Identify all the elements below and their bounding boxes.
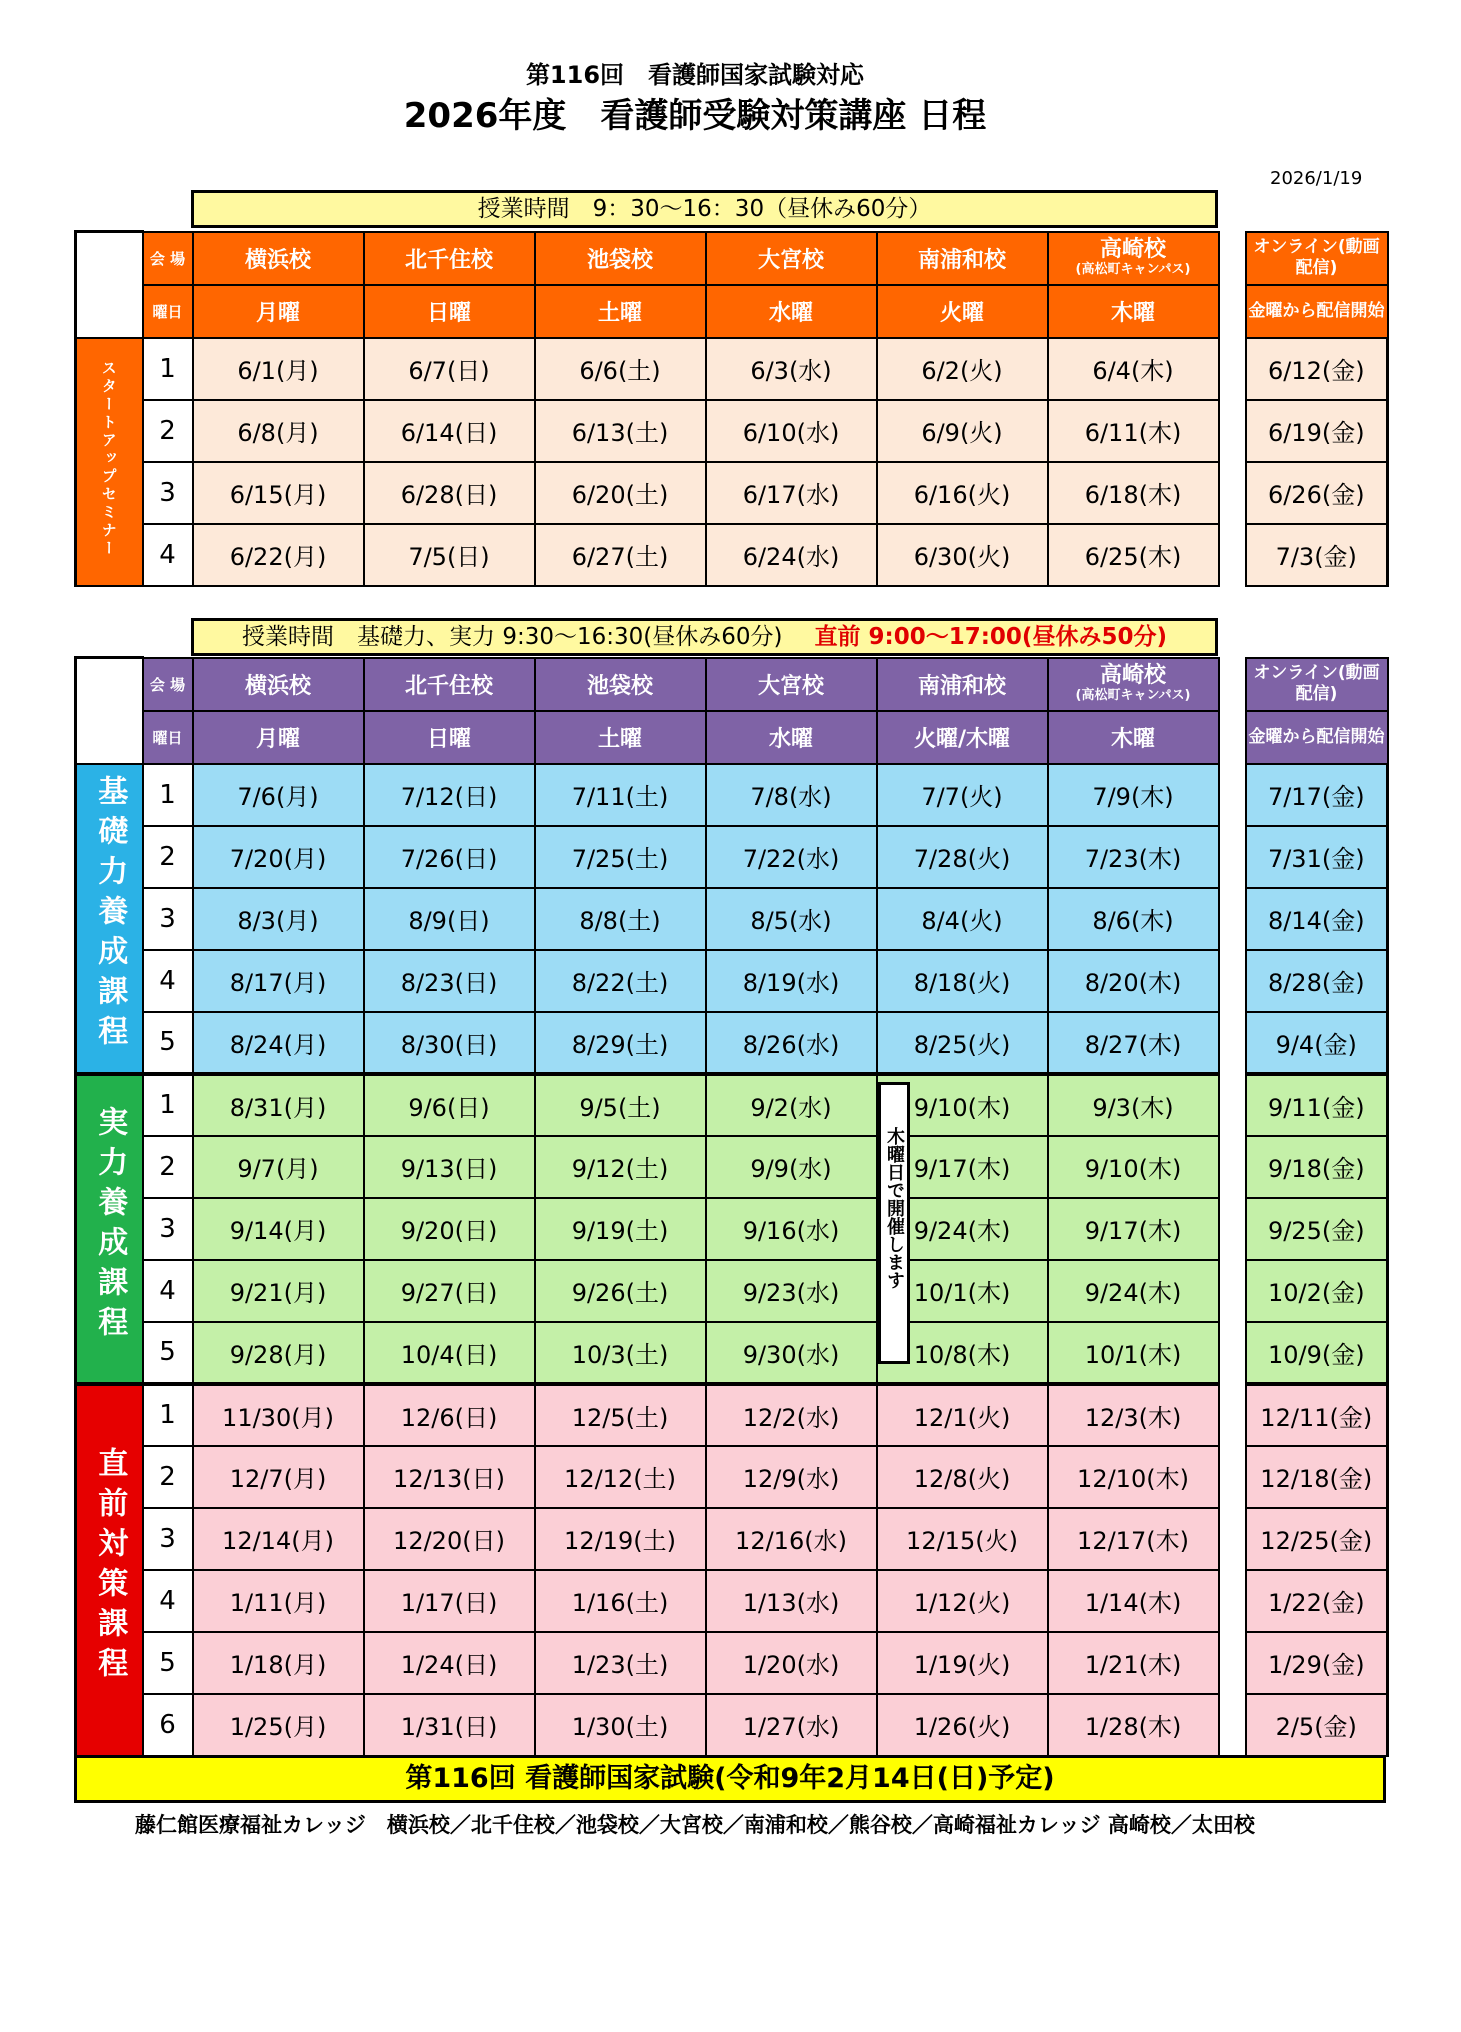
schedule-row — [76, 338, 1388, 400]
school-name-text: 南浦和校 — [917, 673, 1006, 699]
course-schedule-table — [74, 656, 1389, 1757]
session-date: 1/19(火) — [877, 1632, 1048, 1694]
session-date: 7/23(木) — [1048, 826, 1219, 888]
online-date: 7/31(金) — [1246, 826, 1388, 888]
schedule-row — [76, 1570, 1388, 1632]
schedule-row — [76, 462, 1388, 524]
session-date: 8/25(火) — [877, 1012, 1048, 1074]
session-date: 12/7(月) — [193, 1446, 364, 1508]
session-date: 6/17(水) — [706, 462, 877, 524]
session-date: 12/1(火) — [877, 1384, 1048, 1446]
session-date: 12/10(木) — [1048, 1446, 1219, 1508]
session-number: 4 — [143, 1570, 193, 1632]
school-name-text: 池袋校 — [586, 673, 653, 699]
school-name-4 — [706, 658, 877, 711]
online-weekday: 金曜から配信開始 — [1246, 711, 1388, 764]
school-name-text: 高崎校 — [1099, 663, 1166, 688]
session-date: 12/15(火) — [877, 1508, 1048, 1570]
session-date: 6/4(木) — [1048, 338, 1219, 400]
session-date: 9/30(水) — [706, 1322, 877, 1384]
school-name-1 — [193, 658, 364, 711]
session-date: 1/23(土) — [535, 1632, 706, 1694]
session-date: 6/9(火) — [877, 400, 1048, 462]
school-weekday-6: 木曜 — [1048, 711, 1219, 764]
session-date: 10/8(木) — [877, 1322, 1048, 1384]
session-date: 6/30(火) — [877, 524, 1048, 586]
gap-cell — [1219, 1384, 1246, 1446]
session-date: 1/18(月) — [193, 1632, 364, 1694]
session-number: 4 — [143, 1260, 193, 1322]
gap-cell — [1219, 232, 1246, 338]
session-date: 7/6(月) — [193, 764, 364, 826]
gap-cell — [1219, 1446, 1246, 1508]
gap-cell — [1219, 1012, 1246, 1074]
schedule-row — [76, 1446, 1388, 1508]
weekday-label: 曜日 — [143, 285, 193, 338]
session-date: 8/9(日) — [364, 888, 535, 950]
schedule-row — [76, 826, 1388, 888]
session-date: 9/19(土) — [535, 1198, 706, 1260]
startup-seminar-label-text: スタートアップセミナー — [99, 359, 118, 558]
session-number: 4 — [143, 950, 193, 1012]
session-date: 9/16(水) — [706, 1198, 877, 1260]
online-date: 12/11(金) — [1246, 1384, 1388, 1446]
session-date: 7/5(日) — [364, 524, 535, 586]
session-date: 9/24(木) — [877, 1198, 1048, 1260]
basic-course-label — [76, 764, 143, 1074]
school-weekday-5: 火曜 — [877, 285, 1048, 338]
school-weekday-6: 木曜 — [1048, 285, 1219, 338]
startup-seminar-label — [76, 338, 143, 586]
gap-cell — [1219, 826, 1246, 888]
gap-cell — [1219, 764, 1246, 826]
venue-label: 会 場 — [143, 232, 193, 285]
schedule-row — [76, 400, 1388, 462]
online-date: 8/14(金) — [1246, 888, 1388, 950]
school-weekday-3: 土曜 — [535, 711, 706, 764]
corner-cell — [76, 658, 143, 764]
session-date: 8/31(月) — [193, 1074, 364, 1136]
schedule-row — [76, 1322, 1388, 1384]
gap-cell — [1219, 1074, 1246, 1136]
session-date: 9/3(木) — [1048, 1074, 1219, 1136]
session-date: 12/20(日) — [364, 1508, 535, 1570]
session-date: 10/3(土) — [535, 1322, 706, 1384]
session-date: 7/20(月) — [193, 826, 364, 888]
school-name-3 — [535, 658, 706, 711]
online-header: オンライン(動画配信) — [1246, 658, 1388, 711]
footer-school-list: 藤仁館医療福祉カレッジ 横浜校／北千住校／池袋校／大宮校／南浦和校／熊谷校／高崎福祉カレッジ 高崎校／太田校 — [135, 1813, 1255, 1837]
school-name-text: 横浜校 — [244, 673, 311, 699]
session-date: 6/2(火) — [877, 338, 1048, 400]
online-date: 7/17(金) — [1246, 764, 1388, 826]
session-number: 5 — [143, 1322, 193, 1384]
school-name-2 — [364, 232, 535, 285]
skill-course-label — [76, 1074, 143, 1384]
session-date: 9/17(木) — [877, 1136, 1048, 1198]
session-number: 1 — [143, 1384, 193, 1446]
skill-course-label-text: 実力養成課程 — [92, 1105, 128, 1346]
school-weekday-2: 日曜 — [364, 285, 535, 338]
school-weekday-3: 土曜 — [535, 285, 706, 338]
session-date: 8/19(水) — [706, 950, 877, 1012]
page-title: 2026年度 看護師受験対策講座 日程 — [403, 96, 987, 136]
school-name-text: 北千住校 — [404, 673, 493, 699]
session-date: 6/22(月) — [193, 524, 364, 586]
session-date: 7/25(土) — [535, 826, 706, 888]
session-date: 12/2(水) — [706, 1384, 877, 1446]
schedule-row — [76, 1074, 1388, 1136]
session-date: 8/27(木) — [1048, 1012, 1219, 1074]
session-date: 8/18(火) — [877, 950, 1048, 1012]
school-campus-note: (高松町キャンパス) — [1075, 262, 1191, 277]
session-date: 7/12(日) — [364, 764, 535, 826]
session-date: 6/27(土) — [535, 524, 706, 586]
online-date: 6/19(金) — [1246, 400, 1388, 462]
session-date: 9/2(水) — [706, 1074, 877, 1136]
session-date: 8/29(土) — [535, 1012, 706, 1074]
school-name-4 — [706, 232, 877, 285]
session-date: 12/17(木) — [1048, 1508, 1219, 1570]
session-date: 8/22(土) — [535, 950, 706, 1012]
session-date: 7/9(木) — [1048, 764, 1219, 826]
session-date: 1/17(日) — [364, 1570, 535, 1632]
school-name-5 — [877, 658, 1048, 711]
online-date: 6/26(金) — [1246, 462, 1388, 524]
session-date: 6/18(木) — [1048, 462, 1219, 524]
session-date: 6/14(日) — [364, 400, 535, 462]
gap-cell — [1219, 524, 1246, 586]
title-exam-edition: 第116回 看護師国家試験対応 — [525, 61, 865, 89]
session-date: 12/9(水) — [706, 1446, 877, 1508]
online-date: 10/2(金) — [1246, 1260, 1388, 1322]
session-date: 6/15(月) — [193, 462, 364, 524]
session-date: 12/16(水) — [706, 1508, 877, 1570]
session-date: 6/11(木) — [1048, 400, 1219, 462]
school-name-text: 大宮校 — [757, 247, 824, 273]
venue-label: 会 場 — [143, 658, 193, 711]
school-name-text: 高崎校 — [1099, 237, 1166, 262]
school-name-6 — [1048, 232, 1219, 285]
session-date: 10/4(日) — [364, 1322, 535, 1384]
session-date: 8/8(土) — [535, 888, 706, 950]
session-date: 1/25(月) — [193, 1694, 364, 1756]
session-date: 8/23(日) — [364, 950, 535, 1012]
session-number: 2 — [143, 1446, 193, 1508]
schedule-row — [76, 1012, 1388, 1074]
gap-cell — [1219, 658, 1246, 764]
school-weekday-5: 火曜/木曜 — [877, 711, 1048, 764]
session-number: 3 — [143, 1508, 193, 1570]
schedule-row — [76, 1198, 1388, 1260]
gap-cell — [1219, 1508, 1246, 1570]
session-date: 12/13(日) — [364, 1446, 535, 1508]
session-number: 3 — [143, 1198, 193, 1260]
session-date: 6/7(日) — [364, 338, 535, 400]
school-name-1 — [193, 232, 364, 285]
gap-cell — [1219, 1198, 1246, 1260]
online-date: 1/22(金) — [1246, 1570, 1388, 1632]
session-date: 6/10(水) — [706, 400, 877, 462]
session-date: 1/20(水) — [706, 1632, 877, 1694]
final-course-label — [76, 1384, 143, 1756]
schedule-row — [76, 1632, 1388, 1694]
school-name-text: 横浜校 — [244, 247, 311, 273]
session-date: 12/8(火) — [877, 1446, 1048, 1508]
session-date: 9/10(木) — [877, 1074, 1048, 1136]
online-date: 7/3(金) — [1246, 524, 1388, 586]
schedule-row — [76, 888, 1388, 950]
gap-cell — [1219, 1632, 1246, 1694]
session-date: 8/4(火) — [877, 888, 1048, 950]
school-name-text: 大宮校 — [757, 673, 824, 699]
thursday-notice-text: 木曜日で開催します — [884, 1127, 905, 1289]
session-date: 7/11(土) — [535, 764, 706, 826]
session-date: 9/6(日) — [364, 1074, 535, 1136]
school-name-6 — [1048, 658, 1219, 711]
section2-time-bar — [191, 618, 1218, 656]
session-date: 6/24(水) — [706, 524, 877, 586]
online-date: 9/18(金) — [1246, 1136, 1388, 1198]
basic-course-label-text: 基礎力養成課程 — [92, 775, 128, 1055]
session-date: 12/3(木) — [1048, 1384, 1219, 1446]
national-exam-banner: 第116回 看護師国家試験(令和9年2月14日(日)予定) — [74, 1755, 1386, 1803]
session-date: 6/3(水) — [706, 338, 877, 400]
session-date: 9/24(木) — [1048, 1260, 1219, 1322]
session-number: 2 — [143, 826, 193, 888]
header-row-school — [76, 232, 1388, 285]
weekday-label: 曜日 — [143, 711, 193, 764]
gap-cell — [1219, 1260, 1246, 1322]
header-row-day — [76, 285, 1388, 338]
final-course-label-text: 直前対策課程 — [92, 1447, 128, 1687]
schedule-row — [76, 524, 1388, 586]
online-date: 1/29(金) — [1246, 1632, 1388, 1694]
session-date: 9/27(日) — [364, 1260, 535, 1322]
school-weekday-2: 日曜 — [364, 711, 535, 764]
online-date: 8/28(金) — [1246, 950, 1388, 1012]
session-date: 12/12(土) — [535, 1446, 706, 1508]
gap-cell — [1219, 400, 1246, 462]
section2-time-bar-final: 直前 9:00〜17:00(昼休み50分) — [814, 624, 1167, 650]
school-name-2 — [364, 658, 535, 711]
session-date: 12/5(土) — [535, 1384, 706, 1446]
session-date: 9/12(土) — [535, 1136, 706, 1198]
thursday-notice — [878, 1082, 910, 1364]
session-date: 6/28(日) — [364, 462, 535, 524]
session-number: 3 — [143, 888, 193, 950]
online-date: 9/25(金) — [1246, 1198, 1388, 1260]
school-weekday-1: 月曜 — [193, 711, 364, 764]
gap-cell — [1219, 338, 1246, 400]
schedule-row — [76, 1136, 1388, 1198]
session-date: 9/5(土) — [535, 1074, 706, 1136]
online-date: 12/25(金) — [1246, 1508, 1388, 1570]
schedule-row — [76, 1694, 1388, 1756]
section1-time-bar: 授業時間 9：30〜16：30（昼休み60分） — [191, 190, 1218, 228]
session-date: 9/13(日) — [364, 1136, 535, 1198]
session-date: 8/26(水) — [706, 1012, 877, 1074]
school-weekday-1: 月曜 — [193, 285, 364, 338]
session-number: 1 — [143, 338, 193, 400]
school-weekday-4: 水曜 — [706, 711, 877, 764]
session-date: 8/20(木) — [1048, 950, 1219, 1012]
online-header: オンライン(動画配信) — [1246, 232, 1388, 285]
session-date: 1/26(火) — [877, 1694, 1048, 1756]
session-date: 9/26(土) — [535, 1260, 706, 1322]
session-date: 6/20(土) — [535, 462, 706, 524]
session-date: 12/14(月) — [193, 1508, 364, 1570]
session-date: 7/28(火) — [877, 826, 1048, 888]
session-date: 9/14(月) — [193, 1198, 364, 1260]
school-name-text: 南浦和校 — [917, 247, 1006, 273]
startup-seminar-schedule-table — [74, 230, 1389, 587]
header-row-day — [76, 711, 1388, 764]
session-date: 6/8(月) — [193, 400, 364, 462]
school-name-text: 北千住校 — [404, 247, 493, 273]
school-weekday-4: 水曜 — [706, 285, 877, 338]
online-date: 9/11(金) — [1246, 1074, 1388, 1136]
schedule-row — [76, 950, 1388, 1012]
session-number: 5 — [143, 1012, 193, 1074]
session-date: 8/17(月) — [193, 950, 364, 1012]
session-date: 1/31(日) — [364, 1694, 535, 1756]
gap-cell — [1219, 1136, 1246, 1198]
corner-cell — [76, 232, 143, 338]
online-weekday: 金曜から配信開始 — [1246, 285, 1388, 338]
session-date: 7/7(火) — [877, 764, 1048, 826]
session-date: 7/8(水) — [706, 764, 877, 826]
session-date: 1/30(土) — [535, 1694, 706, 1756]
session-number: 1 — [143, 764, 193, 826]
session-number: 5 — [143, 1632, 193, 1694]
session-date: 6/25(木) — [1048, 524, 1219, 586]
online-date: 6/12(金) — [1246, 338, 1388, 400]
school-campus-note: (高松町キャンパス) — [1075, 688, 1191, 703]
session-number: 6 — [143, 1694, 193, 1756]
session-date: 7/22(水) — [706, 826, 877, 888]
schedule-row — [76, 1384, 1388, 1446]
session-date: 12/6(日) — [364, 1384, 535, 1446]
session-number: 1 — [143, 1074, 193, 1136]
schedule-row — [76, 764, 1388, 826]
session-date: 1/13(水) — [706, 1570, 877, 1632]
session-date: 9/21(月) — [193, 1260, 364, 1322]
session-date: 11/30(月) — [193, 1384, 364, 1446]
session-date: 10/1(木) — [1048, 1322, 1219, 1384]
session-date: 1/12(火) — [877, 1570, 1048, 1632]
session-date: 7/26(日) — [364, 826, 535, 888]
session-date: 9/9(水) — [706, 1136, 877, 1198]
session-date: 8/30(日) — [364, 1012, 535, 1074]
session-date: 1/24(日) — [364, 1632, 535, 1694]
session-number: 2 — [143, 1136, 193, 1198]
gap-cell — [1219, 1694, 1246, 1756]
session-number: 3 — [143, 462, 193, 524]
school-name-3 — [535, 232, 706, 285]
session-date: 12/19(土) — [535, 1508, 706, 1570]
session-date: 1/11(月) — [193, 1570, 364, 1632]
session-number: 4 — [143, 524, 193, 586]
session-date: 8/5(水) — [706, 888, 877, 950]
online-date: 2/5(金) — [1246, 1694, 1388, 1756]
schedule-row — [76, 1508, 1388, 1570]
gap-cell — [1219, 462, 1246, 524]
session-date: 6/16(火) — [877, 462, 1048, 524]
online-date: 12/18(金) — [1246, 1446, 1388, 1508]
online-date: 10/9(金) — [1246, 1322, 1388, 1384]
school-name-5 — [877, 232, 1048, 285]
session-number: 2 — [143, 400, 193, 462]
header-row-school — [76, 658, 1388, 711]
session-date: 6/6(土) — [535, 338, 706, 400]
session-date: 9/28(月) — [193, 1322, 364, 1384]
session-date: 8/24(月) — [193, 1012, 364, 1074]
session-date: 9/23(水) — [706, 1260, 877, 1322]
session-date: 6/13(土) — [535, 400, 706, 462]
session-date: 1/27(水) — [706, 1694, 877, 1756]
school-name-text: 池袋校 — [586, 247, 653, 273]
session-date: 6/1(月) — [193, 338, 364, 400]
session-date: 9/17(木) — [1048, 1198, 1219, 1260]
schedule-row — [76, 1260, 1388, 1322]
gap-cell — [1219, 1570, 1246, 1632]
session-date: 8/6(木) — [1048, 888, 1219, 950]
session-date: 1/16(土) — [535, 1570, 706, 1632]
session-date: 8/3(月) — [193, 888, 364, 950]
gap-cell — [1219, 888, 1246, 950]
online-date: 9/4(金) — [1246, 1012, 1388, 1074]
session-date: 1/21(木) — [1048, 1632, 1219, 1694]
section2-time-bar-text: 授業時間 基礎力、実力 9:30〜16:30(昼休み60分) — [242, 624, 783, 650]
session-date: 10/1(木) — [877, 1260, 1048, 1322]
session-date: 9/7(月) — [193, 1136, 364, 1198]
gap-cell — [1219, 1322, 1246, 1384]
session-date: 9/20(日) — [364, 1198, 535, 1260]
session-date: 1/28(木) — [1048, 1694, 1219, 1756]
issue-date: 2026/1/19 — [1270, 168, 1363, 189]
session-date: 1/14(木) — [1048, 1570, 1219, 1632]
session-date: 9/10(木) — [1048, 1136, 1219, 1198]
gap-cell — [1219, 950, 1246, 1012]
